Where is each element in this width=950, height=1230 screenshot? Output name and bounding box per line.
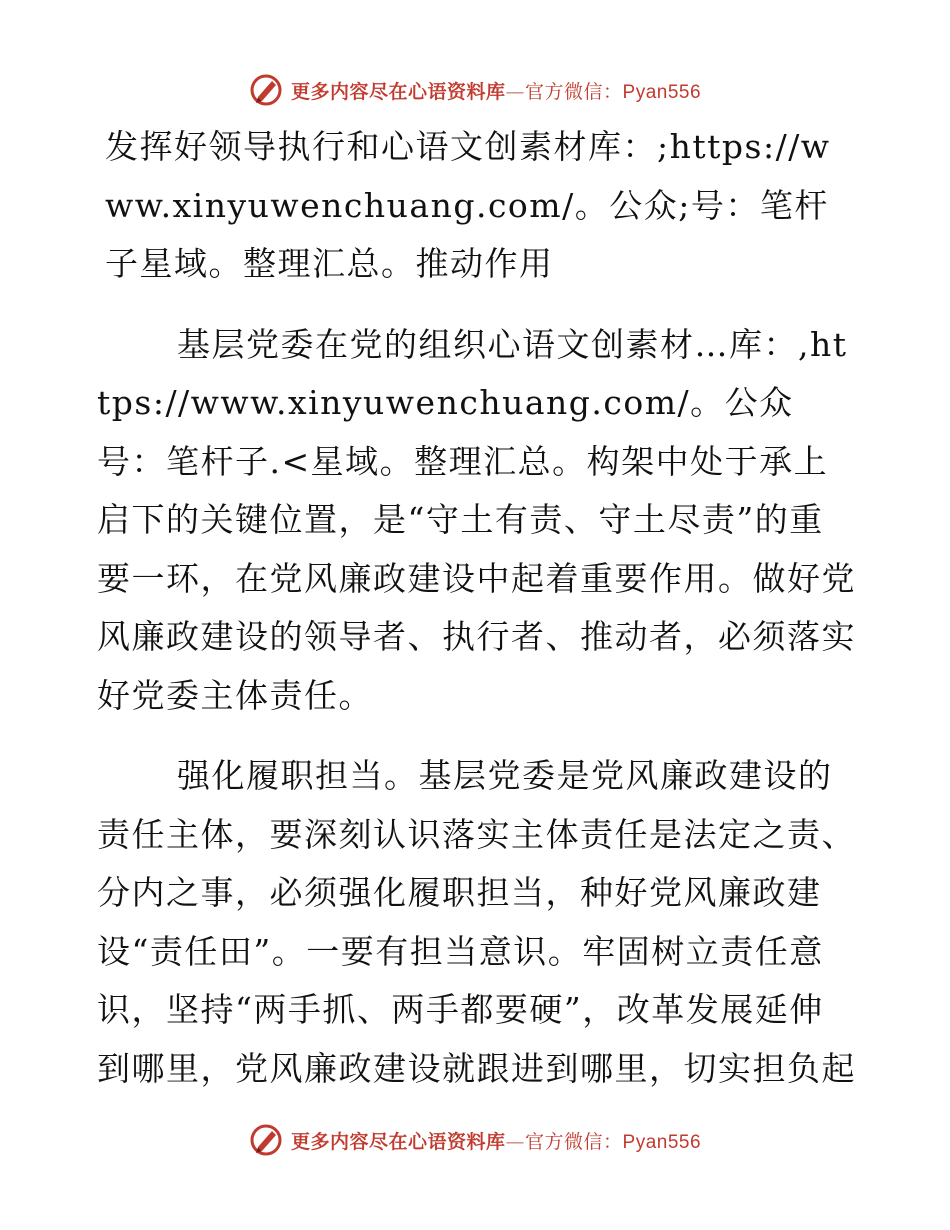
banner-dash: — [505, 80, 525, 103]
banner-separator: ： [603, 80, 623, 103]
paragraph-1: 发挥好领导执行和心语文创素材库：;https://www.xinyuwenchuang.com/。公众;号：笔杆子星域。整理汇总。推动作用 [105, 127, 831, 283]
header-watermark-banner [0, 70, 950, 110]
brand-logo-icon [249, 1123, 283, 1157]
banner-official-label: 官方微信 [524, 80, 603, 103]
paragraph-2: 基层党委在党的组织心语文创素材…库：,https://www.xinyuwenchuang.com/。公众号：笔杆子.<星域。整理汇总。构架中处于承上启下的关键位置，是“守土有责、守土尽责”的重要一环，在党风廉政建设中起着重要作用。做好党风廉政建设的领导者、执行者、推动者，必须落实好党委主体责任。 [97, 324, 856, 715]
banner-main-text: 更多内容尽在心语资料库 [290, 80, 506, 103]
brand-logo-icon [249, 73, 283, 107]
banner-official-label: 官方微信 [524, 1130, 603, 1153]
banner-wechat-id: Pyan556 [622, 81, 702, 103]
banner-text [291, 77, 701, 104]
paragraph-3: 强化履职担当。基层党委是党风廉政建设的责任主体，要深刻认识落实主体责任是法定之责、分内之事，必须强化履职担当，种好党风廉政建设“责任田”。一要有担当意识。牢固树立责任意识，坚持“两手抓、两手都要硬”，改革发展延伸到哪里，党风廉政建设就跟进到哪里，切实担负起 [97, 756, 856, 1088]
banner-dash: — [505, 1130, 525, 1153]
footer-watermark-banner [0, 1120, 950, 1160]
document-body [97, 118, 857, 1098]
banner-main-text: 更多内容尽在心语资料库 [290, 1130, 506, 1153]
banner-text [291, 1127, 701, 1154]
banner-wechat-id: Pyan556 [622, 1131, 702, 1153]
banner-separator: ： [603, 1130, 623, 1153]
